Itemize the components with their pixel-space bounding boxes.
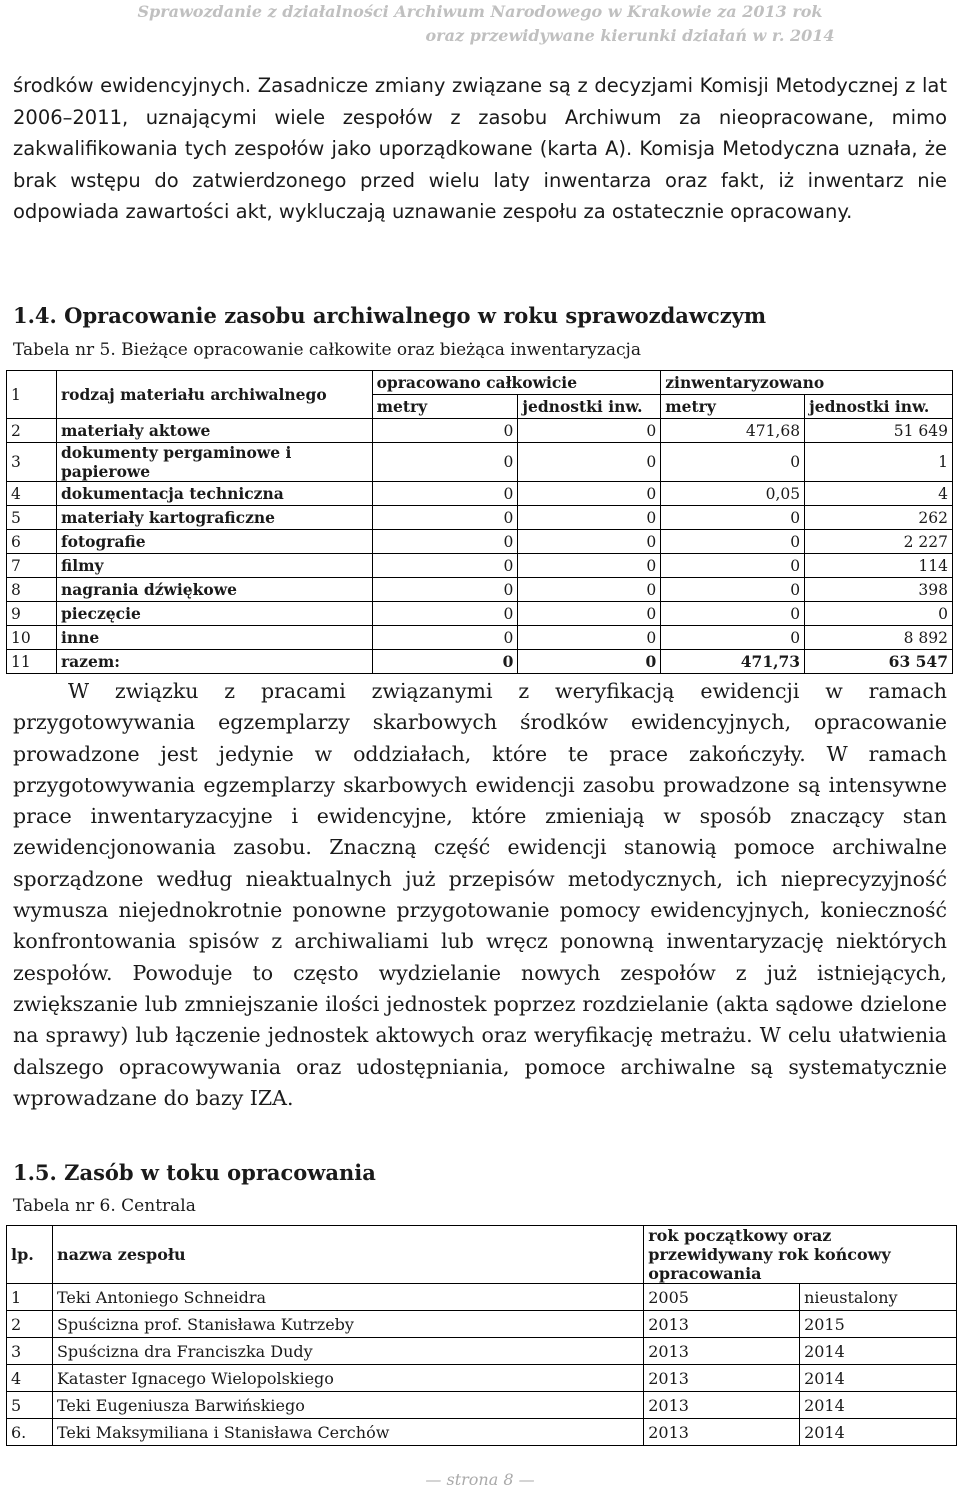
table-6 [6, 1225, 957, 1446]
row-number: 4 [7, 482, 57, 506]
table-row [7, 1392, 957, 1419]
value-cell: 398 [805, 578, 953, 602]
row-number: 9 [7, 602, 57, 626]
value-cell: 471,68 [661, 419, 805, 443]
value-cell: 0 [372, 626, 518, 650]
header-name: nazwa zespołu [52, 1226, 643, 1284]
value-cell: 0 [661, 578, 805, 602]
material-name: dokumenty pergaminowe i papierowe [56, 443, 372, 482]
table-row [7, 650, 953, 674]
value-cell: 0 [372, 578, 518, 602]
value-cell: 0 [805, 602, 953, 626]
value-cell: 0 [518, 650, 661, 674]
row-number: 2 [7, 1311, 53, 1338]
table-6-header-row [7, 1226, 957, 1284]
material-name: nagrania dźwiękowe [56, 578, 372, 602]
value-cell: 63 547 [805, 650, 953, 674]
table-row [7, 419, 953, 443]
value-cell: 0 [518, 506, 661, 530]
table-row [7, 1419, 957, 1446]
value-cell: 1 [805, 443, 953, 482]
material-name: pieczęcie [56, 602, 372, 626]
value-cell: 0 [372, 530, 518, 554]
end-year: 2014 [800, 1419, 957, 1446]
table-row [7, 1311, 957, 1338]
header-jednostki-1: jednostki inw. [518, 395, 661, 419]
start-year: 2013 [644, 1311, 800, 1338]
running-header [0, 0, 960, 48]
value-cell: 0 [372, 506, 518, 530]
value-cell: 0 [661, 602, 805, 626]
table-5-caption: Tabela nr 5. Bieżące opracowanie całkowite oraz bieżąca inwentaryzacja [13, 340, 641, 360]
value-cell: 0 [372, 443, 518, 482]
table-row [7, 506, 953, 530]
value-cell: 262 [805, 506, 953, 530]
header-group-zinwentaryzowano: zinwentaryzowano [661, 371, 953, 395]
material-name: fotografie [56, 530, 372, 554]
row-number: 4 [7, 1365, 53, 1392]
start-year: 2013 [644, 1338, 800, 1365]
material-name: materiały kartograficzne [56, 506, 372, 530]
table-row [7, 1338, 957, 1365]
header-group-opracowano: opracowano całkowicie [372, 371, 661, 395]
header-lp: lp. [7, 1226, 53, 1284]
value-cell: 8 892 [805, 626, 953, 650]
body-paragraph [13, 676, 947, 1114]
table-row [7, 1284, 957, 1311]
value-cell: 4 [805, 482, 953, 506]
collection-name: Spuścizna dra Franciszka Dudy [52, 1338, 643, 1365]
table-6-body [7, 1284, 957, 1446]
value-cell: 0 [518, 530, 661, 554]
end-year: nieustalony [800, 1284, 957, 1311]
table-5-header-row-1 [7, 371, 953, 395]
value-cell: 471,73 [661, 650, 805, 674]
value-cell: 0 [372, 602, 518, 626]
table-row [7, 602, 953, 626]
row-number: 6 [7, 530, 57, 554]
row-number: 3 [7, 1338, 53, 1365]
table-row [7, 530, 953, 554]
table-row [7, 1365, 957, 1392]
table-row [7, 626, 953, 650]
intro-paragraph: środków ewidencyjnych. Zasadnicze zmiany związane są z decyzjami Komisji Metodycznej z lat 2006–2011, uznającymi wiele zespołów z zasobu Archiwum za nieopracowane, mimo zakwalifikowania tych zespołów jako uporządkowane (karta A). Komisja Metodyczna uznała, że brak wstępu do zatwierdzonego przed wielu laty inwentarza oraz fakt, iż inwentarz nie odpowiada zawartości akt, wykluczają uznawanie zespołu za ostatecznie opracowany. [13, 74, 947, 224]
table-row [7, 554, 953, 578]
table-5-body [7, 419, 953, 674]
row-number: 11 [7, 650, 57, 674]
end-year: 2014 [800, 1338, 957, 1365]
value-cell: 0 [661, 530, 805, 554]
value-cell: 114 [805, 554, 953, 578]
header-metry-1: metry [372, 395, 518, 419]
row-number: 1 [7, 1284, 53, 1311]
row-number: 5 [7, 506, 57, 530]
value-cell: 0,05 [661, 482, 805, 506]
section-1-4-heading: 1.4. Opracowanie zasobu archiwalnego w roku sprawozdawczym [13, 303, 767, 328]
value-cell: 0 [518, 419, 661, 443]
row-number: 10 [7, 626, 57, 650]
material-name: dokumentacja techniczna [56, 482, 372, 506]
end-year: 2014 [800, 1365, 957, 1392]
row-number: 7 [7, 554, 57, 578]
header-line-1: Sprawozdanie z działalności Archiwum Narodowego w Krakowie za 2013 rok [137, 2, 823, 21]
value-cell: 0 [661, 443, 805, 482]
table-5 [6, 370, 953, 674]
value-cell: 0 [372, 554, 518, 578]
start-year: 2013 [644, 1419, 800, 1446]
header-line-2: oraz przewidywane kierunki działań w r. 2014 [425, 26, 835, 45]
value-cell: 0 [518, 602, 661, 626]
value-cell: 0 [661, 626, 805, 650]
table-6-caption: Tabela nr 6. Centrala [13, 1196, 196, 1216]
section-1-5-heading: 1.5. Zasób w toku opracowania [13, 1160, 376, 1185]
table-row [7, 482, 953, 506]
material-name: razem: [56, 650, 372, 674]
value-cell: 0 [661, 506, 805, 530]
material-name: inne [56, 626, 372, 650]
body-text: W związku z pracami związanymi z weryfikacją ewidencji w ramach przygotowywania egzemplarzy skarbowych środków ewidencyjnych, opracowanie prowadzone jest jedynie w oddziałach, które te prace zakończyły. W ramach przygotowywania egzemplarzy skarbowych ewidencji zasobu prowadzone są intensywne prace inwentaryzacyjne i ewidencyjne, które zmieniają w sposób znaczący stan zewidencjonowania zasobu. Znaczną część ewidencji stanowią pomoce archiwalne sporządzone według nieaktualnych już przepisów metodycznych, ich nieprecyzyjność wymusza niejednokrotnie ponowne przygotowanie pomocy ewidencyjnych, konieczność konfrontowania spisów z archiwaliami lub wręcz ponowną inwentaryzację niektórych zespołów. Powoduje to często wydzielanie nowych zespołów z już istniejących, zwiększanie lub zmniejszanie ilości jednostek poprzez rozdzielanie (akta sądowe dzielone na sprawy) lub łączenie jednostek aktowych oraz weryfikację metrażu. W celu ułatwienia dalszego opracowywania oraz udostępniania, pomoce archiwalne są systematycznie wprowadzane do bazy IZA. [13, 679, 947, 1110]
start-year: 2013 [644, 1392, 800, 1419]
value-cell: 0 [372, 482, 518, 506]
value-cell: 0 [518, 554, 661, 578]
value-cell: 0 [661, 554, 805, 578]
table-row [7, 443, 953, 482]
row-number: 2 [7, 419, 57, 443]
end-year: 2015 [800, 1311, 957, 1338]
start-year: 2013 [644, 1365, 800, 1392]
value-cell: 0 [372, 650, 518, 674]
header-num: 1 [7, 371, 57, 419]
end-year: 2014 [800, 1392, 957, 1419]
collection-name: Kataster Ignacego Wielopolskiego [52, 1365, 643, 1392]
material-name: filmy [56, 554, 372, 578]
material-name: materiały aktowe [56, 419, 372, 443]
row-number: 6. [7, 1419, 53, 1446]
header-jednostki-2: jednostki inw. [805, 395, 953, 419]
header-years: rok początkowy oraz przewidywany rok końcowy opracowania [644, 1226, 957, 1284]
value-cell: 0 [518, 578, 661, 602]
value-cell: 0 [518, 443, 661, 482]
collection-name: Teki Eugeniusza Barwińskiego [52, 1392, 643, 1419]
value-cell: 51 649 [805, 419, 953, 443]
collection-name: Teki Maksymiliana i Stanisława Cerchów [52, 1419, 643, 1446]
start-year: 2005 [644, 1284, 800, 1311]
table-row [7, 578, 953, 602]
header-material: rodzaj materiału archiwalnego [56, 371, 372, 419]
collection-name: Spuścizna prof. Stanisława Kutrzeby [52, 1311, 643, 1338]
row-number: 5 [7, 1392, 53, 1419]
page-footer: — strona 8 — [425, 1470, 535, 1489]
header-metry-2: metry [661, 395, 805, 419]
value-cell: 0 [518, 626, 661, 650]
row-number: 3 [7, 443, 57, 482]
collection-name: Teki Antoniego Schneidra [52, 1284, 643, 1311]
value-cell: 0 [372, 419, 518, 443]
row-number: 8 [7, 578, 57, 602]
value-cell: 0 [518, 482, 661, 506]
value-cell: 2 227 [805, 530, 953, 554]
